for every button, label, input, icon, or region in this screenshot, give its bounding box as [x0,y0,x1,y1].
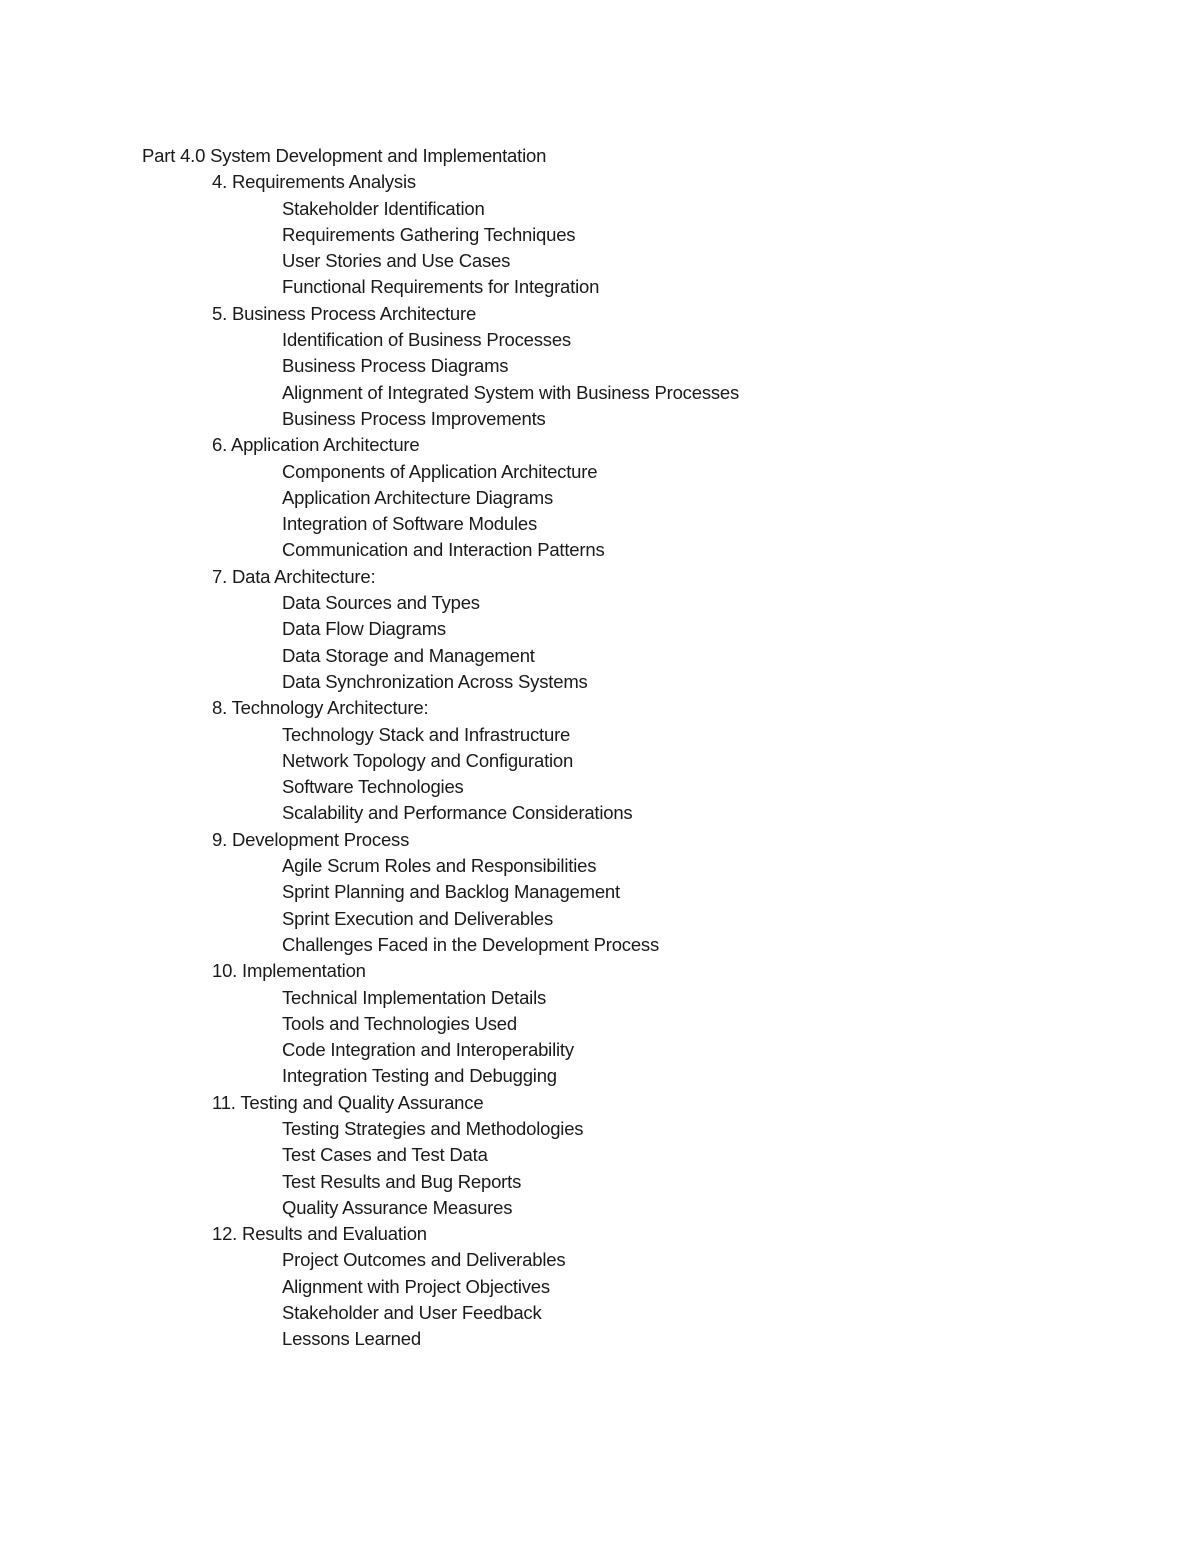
outline-section [142,169,739,300]
subsection-item: Data Sources and Types [282,592,480,614]
subsection-item: Challenges Faced in the Development Process [282,933,660,955]
outline [142,143,739,1353]
subsection-list [142,1247,739,1352]
subsection-item: Alignment of Integrated System with Business Processes [282,381,740,403]
subsection-item: Sprint Planning and Backlog Management [282,881,620,903]
subsection-item: Integration of Software Modules [282,513,538,535]
subsection-list [142,327,739,432]
subsection-item: Tools and Technologies Used [282,1012,517,1034]
subsection-item: Project Outcomes and Deliverables [282,1249,566,1271]
subsection-list [142,590,739,695]
subsection-list [142,1116,739,1221]
subsection-item: Test Results and Bug Reports [282,1170,522,1192]
subsection-item: Code Integration and Interoperability [282,1039,574,1061]
subsection-item: Alignment with Project Objectives [282,1275,550,1297]
subsection-item: Test Cases and Test Data [282,1144,488,1166]
subsection-item: Sprint Execution and Deliverables [282,907,554,929]
subsection-item: Data Storage and Management [282,644,535,666]
outline-section [142,432,739,563]
outline-section [142,564,739,695]
subsection-item: Technical Implementation Details [282,986,547,1008]
subsection-list [142,985,739,1090]
subsection-item: Technology Stack and Infrastructure [282,723,571,745]
subsection-list [142,722,739,827]
outline-section [142,958,739,1089]
subsection-item: Network Topology and Configuration [282,749,574,771]
section-heading: 7. Data Architecture: [212,565,376,587]
subsection-item: Lessons Learned [282,1328,421,1350]
section-heading: 5. Business Process Architecture [212,302,477,324]
subsection-item: Data Synchronization Across Systems [282,670,588,692]
subsection-item: Requirements Gathering Techniques [282,223,576,245]
section-heading: 10. Implementation [212,960,366,982]
section-heading: 11. Testing and Quality Assurance [212,1091,484,1113]
subsection-item: Testing Strategies and Methodologies [282,1117,584,1139]
subsection-item: Identification of Business Processes [282,329,571,351]
section-heading: 8. Technology Architecture: [212,697,429,719]
subsection-list [142,853,739,958]
subsection-item: Communication and Interaction Patterns [282,539,605,561]
section-heading: 4. Requirements Analysis [212,171,416,193]
subsection-item: Scalability and Performance Considerations [282,802,633,824]
subsection-item: Agile Scrum Roles and Responsibilities [282,855,597,877]
subsection-item: Functional Requirements for Integration [282,276,600,298]
subsection-list [142,459,739,564]
section-heading: 9. Development Process [212,828,410,850]
subsection-item: Integration Testing and Debugging [282,1065,557,1087]
subsection-item: Components of Application Architecture [282,460,598,482]
outline-section [142,827,739,958]
section-list [142,169,739,1352]
subsection-item: Stakeholder Identification [282,197,485,219]
subsection-item: Software Technologies [282,776,464,798]
subsection-list [142,196,739,301]
subsection-item: Stakeholder and User Feedback [282,1302,542,1324]
subsection-item: Business Process Diagrams [282,355,509,377]
section-heading: 6. Application Architecture [212,434,420,456]
section-heading: 12. Results and Evaluation [212,1223,427,1245]
subsection-item: Quality Assurance Measures [282,1196,513,1218]
subsection-item: User Stories and Use Cases [282,250,511,272]
outline-section [142,301,739,432]
document-title: Part 4.0 System Development and Implementation [142,145,547,166]
subsection-item: Application Architecture Diagrams [282,486,554,508]
outline-section [142,1090,739,1221]
subsection-item: Business Process Improvements [282,407,546,429]
outline-section [142,1221,739,1352]
outline-section [142,695,739,826]
subsection-item: Data Flow Diagrams [282,618,446,640]
